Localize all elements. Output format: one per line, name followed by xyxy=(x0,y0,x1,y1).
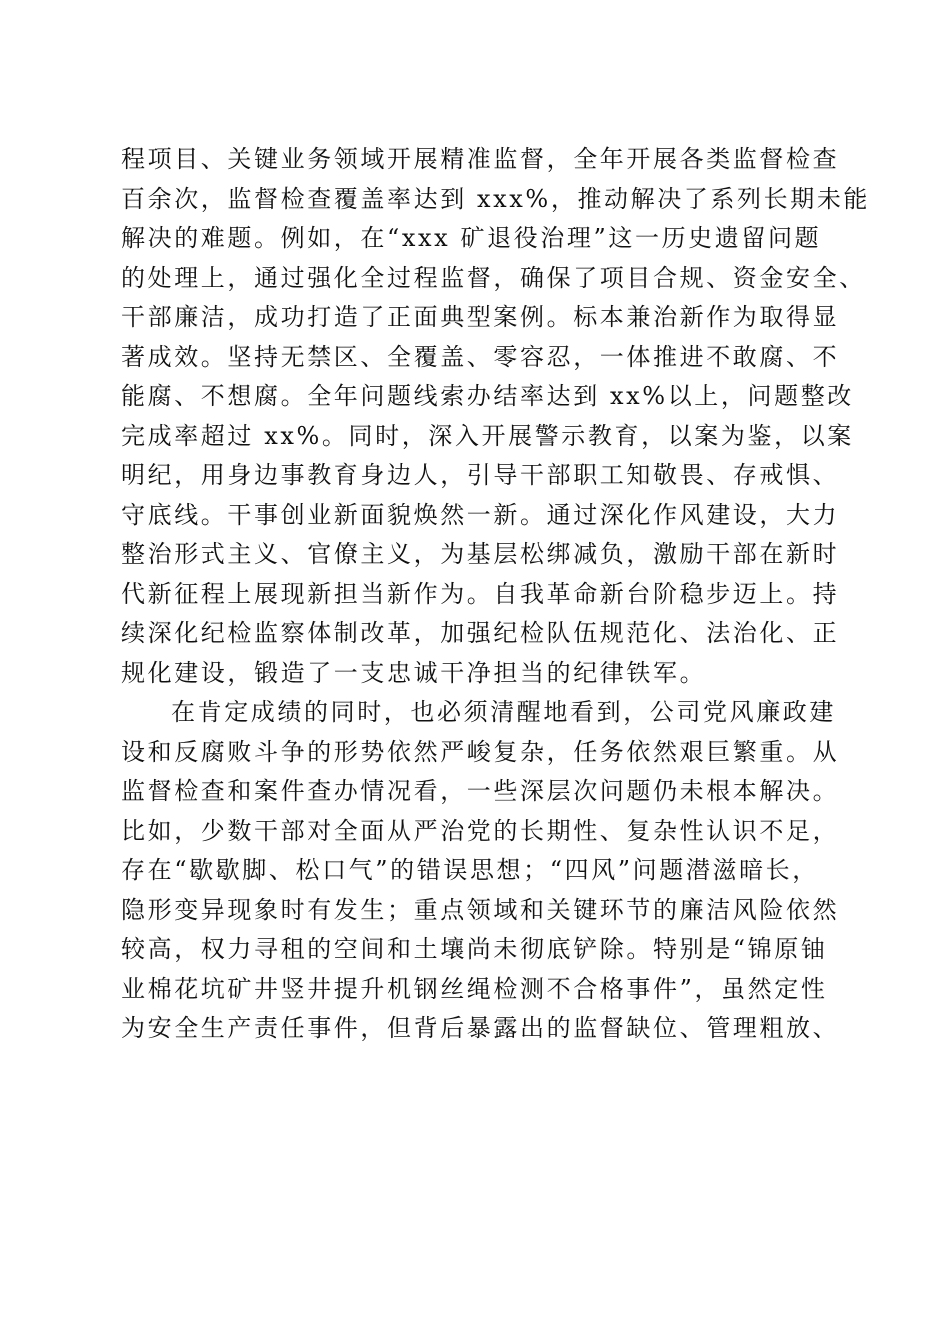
text-line: 著成效。坚持无禁区、全覆盖、零容忍，一体推进不敢腐、不 xyxy=(121,342,840,371)
text-line: 代新征程上展现新担当新作为。自我革命新台阶稳步迈上。持 xyxy=(121,579,840,608)
text-line: 续深化纪检监察体制改革，加强纪检队伍规范化、法治化、正 xyxy=(121,619,840,647)
text-line: 干部廉洁，成功打造了正面典型案例。标本兼治新作为取得显 xyxy=(121,303,840,331)
text-line: 整治形式主义、官僚主义，为基层松绑减负，激励干部在新时 xyxy=(121,540,840,568)
text-line: 隐形变异现象时有发生；重点领域和关键环节的廉洁风险依然 xyxy=(121,895,840,924)
text-line: 监督检查和案件查办情况看，一些深层次问题仍未根本解决。 xyxy=(121,777,840,805)
text-line: 为安全生产责任事件，但背后暴露出的监督缺位、管理粗放、 xyxy=(121,1014,840,1042)
text-line: 百余次，监督检查覆盖率达到 xxx%，推动解决了系列长期未能 xyxy=(121,184,871,213)
text-line: 明纪，用身边事教育身边人，引导干部职工知敬畏、存戒惧、 xyxy=(121,461,840,489)
text-line: 比如，少数干部对全面从严治党的长期性、复杂性认识不足， xyxy=(121,816,840,845)
text-line: 程项目、关键业务领域开展精准监督，全年开展各类监督检查 xyxy=(121,145,840,173)
text-line: 规化建设，锻造了一支忠诚干净担当的纪律铁军。 xyxy=(121,658,707,687)
text-line: 的处理上，通过强化全过程监督，确保了项目合规、资金安全、 xyxy=(121,263,866,292)
text-line-first-indented: 在肯定成绩的同时，也必须清醒地看到，公司党风廉政建 xyxy=(171,698,836,726)
text-line: 较高，权力寻租的空间和土壤尚未彻底铲除。特别是“锦原铀 xyxy=(121,935,828,963)
text-line: 设和反腐败斗争的形势依然严峻复杂，任务依然艰巨繁重。从 xyxy=(121,737,840,766)
body-text xyxy=(121,140,871,1049)
text-line: 守底线。干事创业新面貌焕然一新。通过深化作风建设，大力 xyxy=(121,500,840,529)
text-line: 能腐、不想腐。全年问题线索办结率达到 xx%以上，问题整改 xyxy=(121,382,854,410)
text-line: 解决的难题。例如，在“xxx 矿退役治理”这一历史遗留问题 xyxy=(121,224,822,252)
text-line: 业棉花坑矿井竖井提升机钢丝绳检测不合格事件”，虽然定性 xyxy=(121,974,828,1003)
paragraph-1 xyxy=(121,140,871,693)
text-line: 存在“歇歇脚、松口气”的错误思想；“四风”问题潜滋暗长， xyxy=(121,856,819,884)
text-line: 完成率超过 xx%。同时，深入开展警示教育，以案为鉴，以案 xyxy=(121,421,854,450)
paragraph-2 xyxy=(121,693,840,1049)
